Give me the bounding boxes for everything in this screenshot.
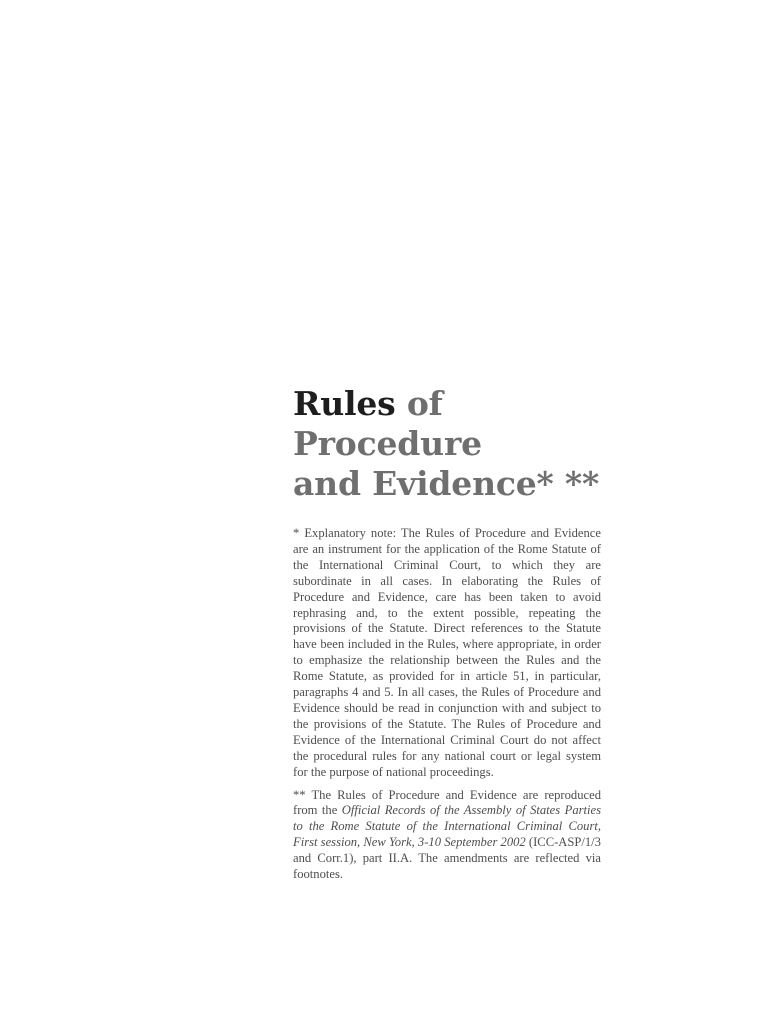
source-note-tail: (ICC-ASP/1/3 and Corr.1), part II.A. The amendments are reflected via footnotes. (293, 835, 601, 882)
source-note (293, 788, 601, 883)
source-note-lead: ** The Rules of Procedure and Evidence are reproduced from the (293, 787, 601, 818)
footnotes (293, 526, 601, 883)
title-line-1-rest: of Procedure (293, 384, 482, 463)
source-note-citation: Official Records of the Assembly of States Parties to the Rome Statute of the International Criminal Court, First session, New York, 3-10 September 2002 (293, 803, 601, 850)
page-title (293, 384, 613, 504)
explanatory-note: * Explanatory note: The Rules of Procedure and Evidence are an instrument for the application of the Rome Statute of the International Criminal Court, to which they are subordinate in all cases. In elaborating the Rules of Procedure and Evidence, care has been taken to avoid rephrasing and, to the extent possible, repeating the provisions of the Statute. Direct references to the Statute have been included in the Rules, where appropriate, in order to emphasize the relationship between the Rules and the Rome Statute, as provided for in article 51, in particular, paragraphs 4 and 5. In all cases, the Rules of Procedure and Evidence should be read in conjunction with and subject to the provisions of the Statute. The Rules of Procedure and Evidence of the International Criminal Court do not affect the procedural rules for any national court or legal system for the purpose of national proceedings. (293, 526, 601, 779)
title-emphasis: Rules (293, 384, 396, 423)
title-line-2: and Evidence* ** (293, 464, 600, 503)
